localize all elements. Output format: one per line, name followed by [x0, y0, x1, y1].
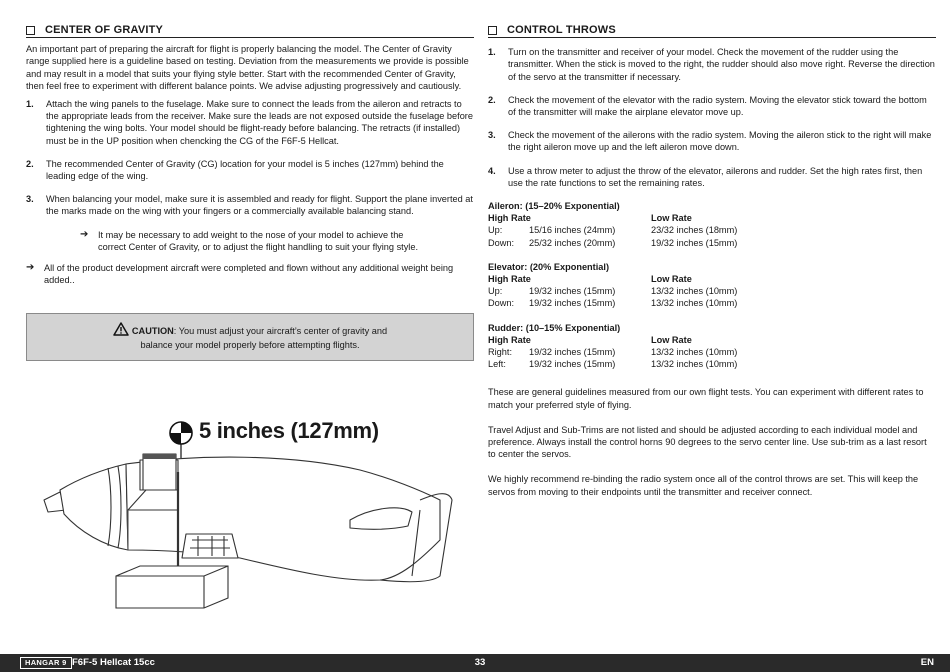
checkbox-square-icon: [488, 26, 497, 35]
cg-target-icon: [170, 422, 192, 444]
control-throws-heading: CONTROL THROWS: [488, 24, 936, 38]
aileron-rates: Aileron: (15–20% Exponential) High Rate Low Rate Up: 15/16 inches (24mm) 23/32 inches (18mm) Down: 25/32 inches (20mm) 19/32 inches (15mm): [488, 200, 936, 249]
rates-tables: [488, 200, 936, 370]
table-row: Up: 15/16 inches (24mm) 23/32 inches (18mm): [488, 225, 738, 236]
language-code: EN: [920, 657, 934, 668]
list-item: 1. Attach the wing panels to the fuselage. Make sure to connect the leads from the aileron and retracts to the appropriate leads from the receiver. Make sure the leads are not exposed outside the fuselage before tightening the wing bolts. Your model should be flight-ready before balancing. The retracts (if installed) must be in the UP position when chencking the CG of the F6F-5 Hellcat.: [26, 99, 473, 146]
table-row: Left: 19/32 inches (15mm) 13/32 inches (10mm): [488, 359, 738, 370]
cg-intro-paragraph: An important part of preparing the aircraft for flight is properly balancing the model. The Center of Gravity range supplied here is a guideline based on testing. Deviation from the measurements we provide is possible and may result in a model that suits your flying style better. Start with the recommended Center of Gravity, then feel free to experiment with different balance points. We advise adjusting progressively and cautiously.: [26, 44, 469, 91]
table-row: Down: 25/32 inches (20mm) 19/32 inches (15mm): [488, 237, 738, 248]
caution-text: : You must adjust your aircraft’s center of gravity and balance your model properly before attempting flights.: [140, 326, 388, 351]
arrow-right-icon: ➔: [26, 262, 35, 274]
arrow-right-icon: ➔: [80, 228, 89, 240]
list-item: 4. Use a throw meter to adjust the throw of the elevator, ailerons and rudder. Set the high rates first, then use the rate functions to set the remaining rates.: [488, 165, 923, 188]
list-item: 2. Check the movement of the elevator with the radio system. Moving the elevator stick toward the bottom of the transmitter will make the airplane elevator move up.: [488, 94, 927, 118]
list-item: 1. Turn on the transmitter and receiver of your model. Check the movement of the rudder using the transmitter. When the stick is moved to the right, the rudder should also move right. Reverse the direction of the servo at the transmitter if necessary.: [488, 47, 935, 82]
rudder-rates: Rudder: (10–15% Exponential) High Rate Low Rate Right: 19/32 inches (15mm) 13/32 inches (10mm) Left: 19/32 inches (15mm) 13/32 inches (10mm): [488, 322, 936, 371]
center-of-gravity-section: [26, 24, 474, 286]
brand-logo: HANGAR 9: [20, 657, 72, 669]
list-item: 3. Check the movement of the ailerons with the radio system. Moving the aileron stick to the right will make the right aileron move up and the left aileron move down.: [488, 130, 932, 153]
page-number: 33: [474, 657, 486, 668]
table-row: Right: 19/32 inches (15mm) 13/32 inches (10mm): [488, 347, 738, 358]
cg-measurement-label: 5 inches (127mm): [199, 418, 379, 443]
rebind-paragraph: We highly recommend re-binding the radio system once all of the control throws are set. This will keep the servos from moving to their endpoints until the transmitter and receiver connect.: [488, 474, 919, 497]
caution-box: [26, 313, 474, 361]
table-row: Down: 19/32 inches (15mm) 13/32 inches (10mm): [488, 298, 738, 309]
no-weight-note: ➔ All of the product development aircraft were completed and flown without any additional weight being added..: [26, 262, 454, 286]
travel-adjust-paragraph: Travel Adjust and Sub-Trims are not listed and should be adjusted according to each individual model and preference. Always install the control horns 90 degrees to the servo center line. Use sub-trim as a last resort to center the servos.: [488, 424, 927, 460]
model-name: F6F-5 Hellcat 15cc: [72, 657, 155, 668]
center-of-gravity-heading: CENTER OF GRAVITY: [26, 24, 474, 38]
checkbox-square-icon: [26, 26, 35, 35]
cg-steps-list: [26, 98, 474, 218]
list-item: 2. The recommended Center of Gravity (CG) location for your model is 5 inches (127mm) behind the leading edge of the wing.: [26, 158, 444, 182]
elevator-rates: Elevator: (20% Exponential) High Rate Low Rate Up: 19/32 inches (15mm) 13/32 inches (10mm) Down: 19/32 inches (15mm) 13/32 inches (10mm): [488, 261, 936, 310]
weight-note: ➔ It may be necessary to add weight to the nose of your model to achieve the correct Center of Gravity, or to adjust the flight handling to suit your flying style.: [80, 228, 419, 252]
list-item: 3. When balancing your model, make sure it is assembled and ready for flight. Support the plane inverted at the marks made on the wing with your fingers or a commercially available balancing stand.: [26, 194, 473, 217]
control-throws-steps-list: [488, 46, 936, 189]
control-throws-section: [488, 24, 936, 504]
warning-triangle-icon: [113, 322, 129, 339]
page-footer: [0, 654, 950, 672]
table-row: Up: 19/32 inches (15mm) 13/32 inches (10mm): [488, 286, 738, 297]
guidelines-paragraph: These are general guidelines measured from our own flight tests. You can experiment with different rates to match your preferred style of flying.: [488, 387, 924, 410]
caution-label: CAUTION: [131, 326, 174, 336]
